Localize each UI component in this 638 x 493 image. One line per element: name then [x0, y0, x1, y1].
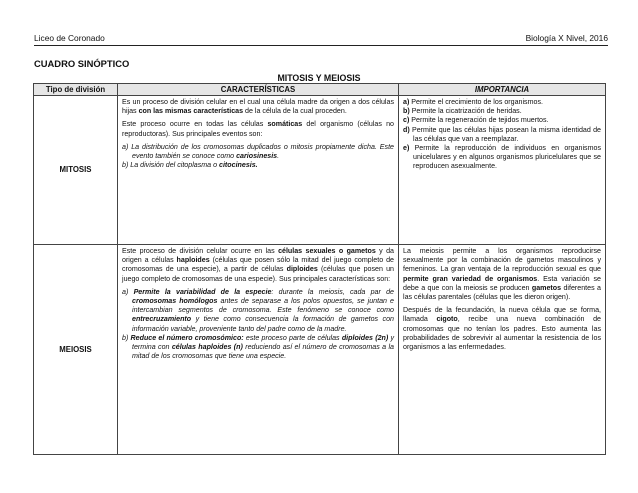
mitosis-importance	[399, 96, 606, 245]
meiosis-char-paragraph-1: Este proceso de división celular ocurre en las células sexuales o gametos y da origen a células haploides (células que posen sólo la mitad del juego completo de cromosomas de una especie), a partir de células diploides (células que posen un juego completo de cromosomas de una especie). Sus principales características son:	[122, 247, 394, 283]
importance-item: a) Permite el crecimiento de los organismos.	[403, 98, 543, 106]
meiosis-characteristic-a: a) Permite la variabilidad de la especie: durante la meiosis, cada par de cromosomas homólogos antes de separase a los polos opuestos, se juntan e intercambian segmentos de cromosoma. Este fenómeno se conoce como entrecruzamiento y tiene como consecuencia la formación de gametos con información variable, proveniente tanto del padre como de la madre.	[122, 287, 394, 333]
column-header-characteristics: CARACTERÍSTICAS	[118, 84, 399, 96]
importance-item: b) Permite la cicatrización de heridas.	[403, 107, 522, 116]
meiosis-characteristics	[118, 245, 399, 455]
division-type-mitosis: MITOSIS	[34, 96, 118, 245]
course-name: Biología X Nivel, 2016	[525, 33, 608, 43]
page-header	[34, 33, 608, 46]
synoptic-table	[33, 83, 606, 455]
meiosis-characteristic-b: b) Reduce el número cromosómico: este proceso parte de células diploides (2n) y termina con células haploides (n) reduciendo así el número de cromosomas a la mitad de los cromosomas que tiene una especie.	[122, 333, 394, 361]
meiosis-importance	[399, 245, 606, 455]
importance-item: e) Permite la reproducción de individuos en organismos unicelulares y en algunos organismos pluricelulares que se reproducen asexualmente.	[403, 144, 601, 171]
mitosis-event-b: b) La división del citoplasma o citocinesis.	[122, 161, 258, 170]
meiosis-importance-paragraph-1: La meiosis permite a los organismos reproducirse sexualmente por la combinación de gametos masculinos y femeninos. La gran ventaja de la reproducción sexual es que permite gran variedad de organismos. Esta variación se debe a que con la meiosis se producen gametos diferentes a las células parentales (células que les dieron origen).	[403, 247, 601, 302]
table-row-meiosis	[34, 245, 606, 455]
meiosis-importance-paragraph-2: Después de la fecundación, la nueva célula que se forma, llamada cigoto, recibe una nueva combinación de cromosomas que no tenían los padres. Esto aumenta las probabilidades de sobrevivir al aumentar la resistencia de los organismos a las enfermedades.	[403, 306, 601, 352]
school-name: Liceo de Coronado	[34, 33, 105, 43]
table-row-mitosis	[34, 96, 606, 245]
table-title: MITOSIS Y MEIOSIS	[277, 73, 361, 83]
importance-item: d) Permite que las células hijas posean la misma identidad de las células que van a reemplazar.	[403, 125, 601, 143]
mitosis-event-a: a) La distribución de los cromosomas duplicados o mitosis propiamente dicha. Este evento también se conoce como cariosinesis.	[122, 142, 394, 161]
column-header-type: Tipo de división	[34, 84, 118, 96]
column-header-importance: IMPORTANCIA	[399, 84, 606, 96]
document-title: CUADRO SINÓPTICO	[34, 58, 130, 69]
division-type-meiosis: MEIOSIS	[34, 245, 118, 455]
importance-item: c) Permite la regeneración de tejidos muertos.	[403, 116, 549, 125]
mitosis-characteristics	[118, 96, 399, 245]
table-header-row	[34, 84, 606, 96]
mitosis-char-paragraph-2: Este proceso ocurre en todas las células somáticas del organismo (células no reproductoras). Sus principales eventos son:	[122, 120, 394, 138]
mitosis-char-paragraph-1: Es un proceso de división celular en el cual una célula madre da origen a dos células hijas con las mismas características de la célula de la cual proceden.	[122, 98, 394, 116]
